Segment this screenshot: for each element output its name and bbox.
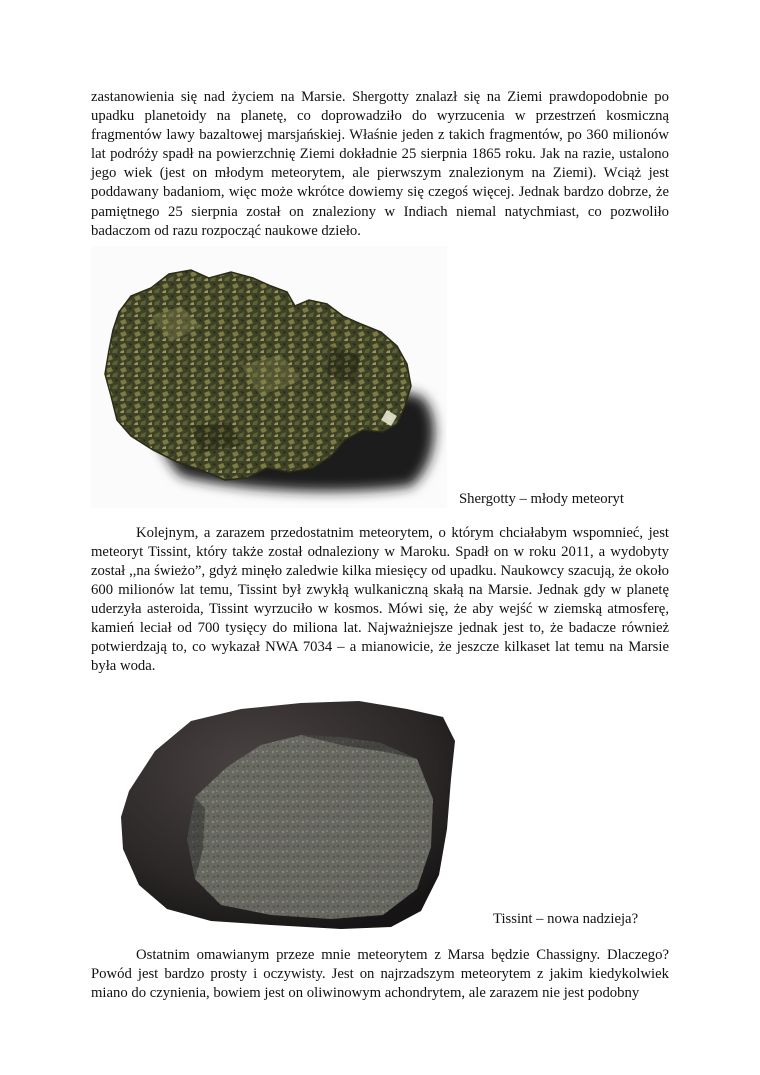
figure-caption-shergotty: Shergotty – młody meteoryt bbox=[459, 490, 624, 507]
paragraph-chassigny: Ostatnim omawianym przeze mnie meteorytem z Marsa będzie Chassigny. Dlaczego? Powód jest bardzo prosty i oczywisty. Jest on najrzadszym meteorytem z jakim kiedykolwiek miano do czynienia, bowiem jest on oliwinowym achondrytem, ale zarazem nie jest podobny bbox=[91, 946, 669, 1001]
figure-caption-tissint: Tissint – nowa nadzieja? bbox=[493, 910, 639, 927]
figure-shergotty bbox=[91, 243, 669, 511]
figure-tissint bbox=[91, 679, 669, 929]
document-page bbox=[91, 88, 669, 1003]
paragraph-tissint: Kolejnym, a zarazem przedostatnim meteorytem, o którym chciałabym wspomnieć, jest meteoryt Tissint, który także został odnaleziony w Maroku. Spadł on w roku 2011, a wydobyty został ,,na świeżo”, gdyż minęło zaledwie kilka miesięcy od upadku. Naukowcy szacują, że około 600 milionów lat temu, Tissint był zwykłą wulkaniczną skałą na Marsie. Jednak gdy w planetę uderzyła asteroida, Tissint wyrzuciło w kosmos. Mówi się, że aby wejść w ziemską atmosferę, kamień leciał od 700 tysięcy do miliona lat. Najważniejsze jednak jest to, że badacze również potwierdzają to, co wykazał NWA 7034 – a mianowicie, że jeszcze kilkaset lat temu na Marsie była woda. bbox=[91, 524, 669, 675]
shergotty-meteorite-photo bbox=[91, 246, 447, 508]
paragraph-shergotty: zastanowienia się nad życiem na Marsie. Shergotty znalazł się na Ziemi prawdopodobnie po upadku planetoidy na planetę, co doprowadziło do wyrzucenia w przestrzeń kosmiczną fragmentów lawy bazaltowej marsjańskiej. Właśnie jeden z takich fragmentów, po 360 milionów lat podróży spadł na powierzchnię Ziemi dokładnie 25 sierpnia 1865 roku. Jak na razie, ustalono jego wiek (jest on młodym meteorytem, ale pierwszym znalezionym na Ziemi). Wciąż jest poddawany badaniom, więc może wkrótce dowiemy się czegoś więcej. Jednak bardzo dobrze, że pamiętnego 25 sierpnia został on znaleziony w Indiach niemal natychmiast, co pozwoliło badaczom od razu rozpocząć naukowe dzieło. bbox=[91, 89, 669, 239]
tissint-meteorite-photo bbox=[91, 679, 493, 929]
